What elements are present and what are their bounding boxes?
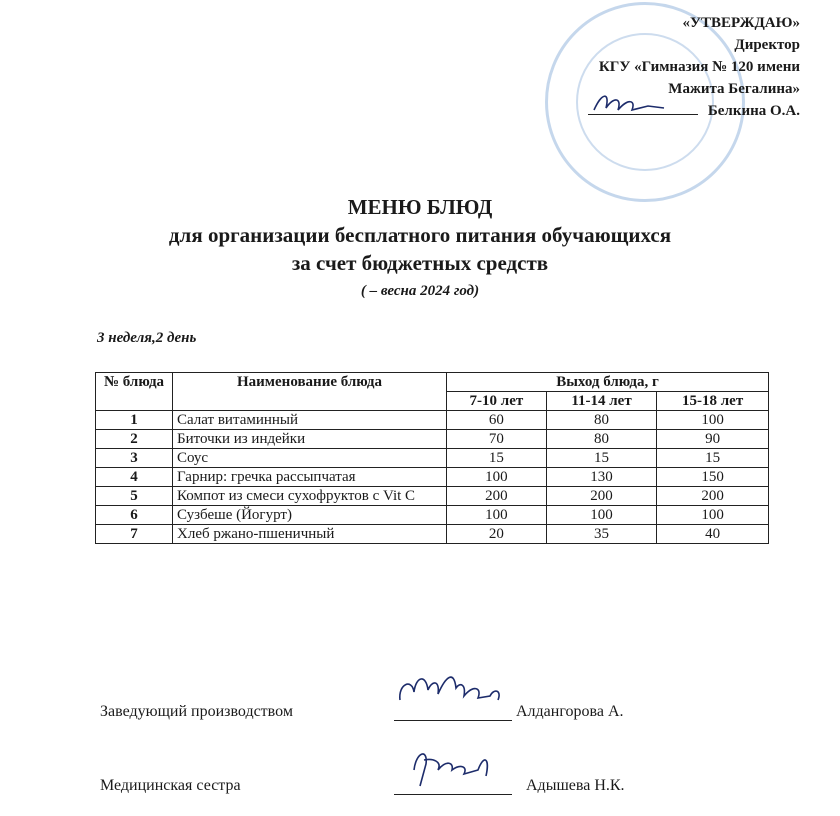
director-signature [588, 100, 698, 115]
approval-org-line1: КГУ «Гимназия № 120 имени [598, 59, 800, 75]
row-value-15-18: 90 [657, 430, 769, 449]
approval-position: Директор [734, 37, 800, 53]
table-row [96, 430, 769, 449]
week-label: 3 неделя,2 день [97, 330, 197, 346]
table-row [96, 411, 769, 430]
title-line3: за счет бюджетных средств [291, 251, 549, 275]
row-num: 6 [96, 506, 173, 525]
header-output: Выход блюда, г [447, 373, 769, 392]
row-value-11-14: 80 [546, 430, 656, 449]
row-name: Биточки из индейки [173, 430, 447, 449]
header-num: № блюда [96, 373, 173, 411]
row-value-7-10: 100 [447, 506, 547, 525]
title-line1: МЕНЮ БЛЮД [347, 195, 493, 219]
signature-role: Медицинская сестра [100, 777, 241, 794]
row-value-11-14: 200 [546, 487, 656, 506]
row-num: 7 [96, 525, 173, 544]
signature-row-production-head [100, 680, 624, 721]
row-num: 4 [96, 468, 173, 487]
row-value-15-18: 100 [657, 506, 769, 525]
row-name: Хлеб ржано-пшеничный [173, 525, 447, 544]
signature-name: Адышева Н.К. [526, 777, 625, 794]
row-value-15-18: 200 [657, 487, 769, 506]
row-value-15-18: 100 [657, 411, 769, 430]
row-value-11-14: 130 [546, 468, 656, 487]
row-value-15-18: 150 [657, 468, 769, 487]
row-value-7-10: 15 [447, 449, 547, 468]
row-value-11-14: 100 [546, 506, 656, 525]
row-value-11-14: 15 [546, 449, 656, 468]
handwritten-signature [394, 680, 512, 721]
row-value-7-10: 70 [447, 430, 547, 449]
row-name: Сузбеше (Йогурт) [173, 506, 447, 525]
approval-org-line2: Мажита Бегалина» [668, 81, 800, 97]
row-value-7-10: 200 [447, 487, 547, 506]
row-name: Салат витаминный [173, 411, 447, 430]
row-value-7-10: 60 [447, 411, 547, 430]
row-value-15-18: 40 [657, 525, 769, 544]
table-row [96, 468, 769, 487]
signature-row-nurse [100, 754, 625, 795]
menu-table [95, 372, 769, 544]
row-name: Соус [173, 449, 447, 468]
header-age-1: 7-10 лет [447, 392, 547, 411]
director-name: Белкина О.А. [707, 103, 800, 119]
approval-block [588, 12, 800, 122]
table-row [96, 449, 769, 468]
title-line2: для организации бесплатного питания обучающихся [168, 223, 672, 247]
row-value-11-14: 80 [546, 411, 656, 430]
row-num: 5 [96, 487, 173, 506]
row-num: 2 [96, 430, 173, 449]
header-age-3: 15-18 лет [657, 392, 769, 411]
row-num: 3 [96, 449, 173, 468]
approval-heading: «УТВЕРЖДАЮ» [682, 15, 800, 31]
header-age-2: 11-14 лет [546, 392, 656, 411]
signature-role: Заведующий производством [100, 703, 293, 720]
row-value-15-18: 15 [657, 449, 769, 468]
row-value-11-14: 35 [546, 525, 656, 544]
table-row [96, 506, 769, 525]
row-name: Гарнир: гречка рассыпчатая [173, 468, 447, 487]
header-name: Наименование блюда [173, 373, 447, 411]
row-name: Компот из смеси сухофруктов с Vit C [173, 487, 447, 506]
table-row [96, 525, 769, 544]
title-period: ( – весна 2024 год) [360, 283, 480, 299]
row-value-7-10: 100 [447, 468, 547, 487]
row-num: 1 [96, 411, 173, 430]
signature-name: Алдангорова А. [516, 703, 624, 720]
document-title [0, 193, 840, 305]
table-row [96, 487, 769, 506]
handwritten-signature [394, 754, 512, 795]
row-value-7-10: 20 [447, 525, 547, 544]
